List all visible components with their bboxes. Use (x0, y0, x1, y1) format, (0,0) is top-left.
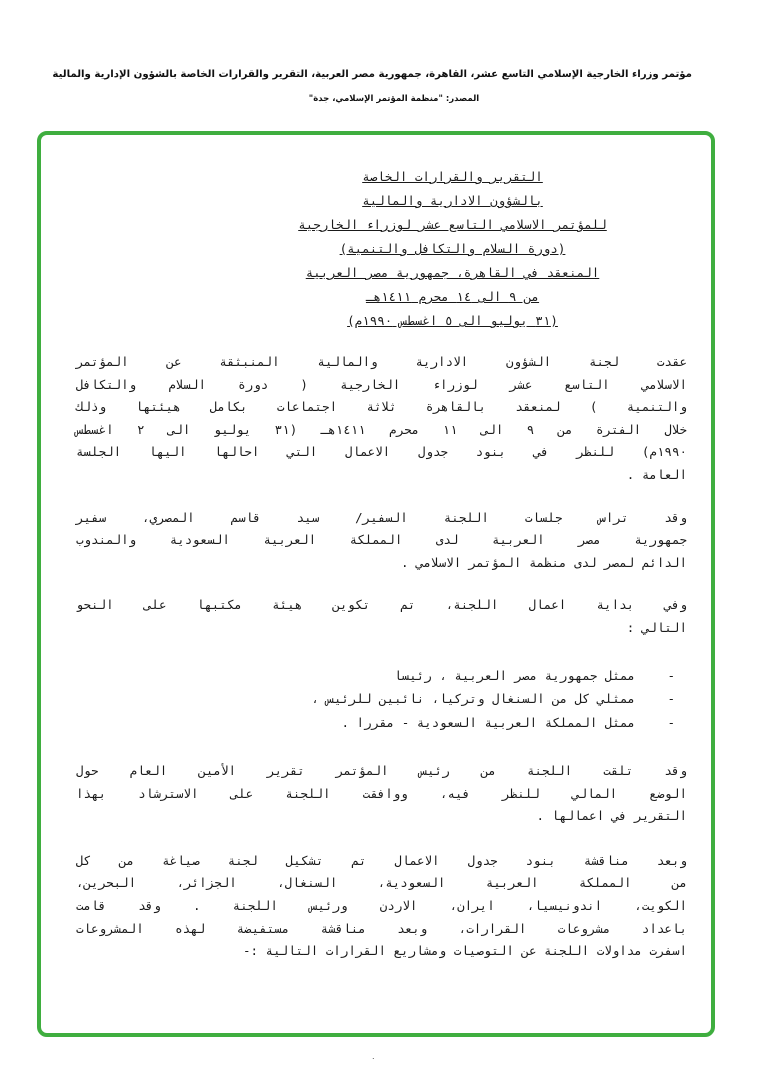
paragraph-line: وبعد مناقشة بنود جدول الاعمال تم تشكيل لجنة صياغة من كل (76, 852, 687, 868)
document-body (70, 165, 705, 1025)
paragraph-drafting (70, 850, 705, 963)
paragraph-bureau-intro (70, 594, 705, 639)
list-item: - ممثلي كل من السنغال وتركيا، نائبين للرئيس ، (311, 691, 675, 707)
list-item: - ممثل جمهورية مصر العربية ، رئيسا (394, 667, 675, 683)
list-item: - ممثل المملكة العربية السعودية - مقررا . (341, 714, 675, 730)
title-line: من ٩ الى ١٤ محرم ١٤١١هـ (365, 289, 540, 304)
paragraph-line: وقد تراس جلسات اللجنة السفير/ سيد قاسم المصري، سفير (76, 509, 687, 525)
title-line: التقرير والقرارات الخاصة (362, 169, 543, 184)
paragraph-chair (70, 507, 705, 575)
paragraph-line: الوضع المالي للنظر فيه، ووافقت اللجنة على الاسترشاد بهذا (76, 785, 687, 801)
title-line: (دورة السلام والتكافل والتنمية) (339, 241, 566, 256)
paragraph-line: جمهورية مصر العربية لدى المملكة العربية السعودية والمندوب (76, 532, 687, 548)
bureau-list (70, 664, 705, 735)
paragraph-opening (70, 351, 705, 487)
paragraph-line: من المملكة العربية السعودية، السنغال، الجزائر، البحرين، (76, 875, 687, 891)
paragraph-line: باعداد مشروعات القرارات، وبعد مناقشة مستفيضة لهذه المشروعات (76, 920, 687, 936)
paragraph-line: وقد تلقت اللجنة من رئيس المؤتمر تقرير الأمين العام حول (76, 763, 687, 779)
paragraph-line: الاسلامي التاسع عشر لوزراء الخارجية ( دورة السلام والتكافل (76, 376, 687, 392)
paragraph-line: التقرير في اعمالها . (536, 808, 687, 824)
paragraph-line: التالي : (626, 619, 687, 635)
paragraph-line: الدائم لمصر لدى منظمة المؤتمر الاسلامي . (401, 554, 687, 570)
title-line: بالشؤون الادارية والمالية (362, 193, 543, 208)
paragraph-line: خلال الفترة من ٩ الى ١١ محرم ١٤١١هـ (٣١ يوليو الى ٢ اغسطس (76, 421, 688, 437)
paragraph-line: العامة . (626, 466, 687, 482)
title-line: (٣١ يوليو الى ٥ اغسطس ١٩٩٠م) (347, 313, 558, 328)
paragraph-line: ١٩٩٠م) للنظر في بنود جدول الاعمال التي احالها اليها الجلسة (76, 444, 687, 460)
paragraph-report (70, 760, 705, 828)
footer-mark: . (372, 1052, 375, 1061)
header-title: مؤتمر وزراء الخارجية الإسلامي التاسع عشر، القاهرة، جمهورية مصر العربية، التقرير والقرارات الخاصة بالشؤون الإدارية والمالية (52, 69, 692, 80)
header-source: المصدر: "منظمة المؤتمر الإسلامي، جدة" (308, 94, 480, 104)
title-line: المنعقد في القاهرة، جمهورية مصر العربية (305, 265, 600, 280)
title-line: للمؤتمر الاسلامي التاسع عشر لوزراء الخارجية (298, 217, 607, 232)
paragraph-line: وفي بداية اعمال اللجنة، تم تكوين هيئة مكتبها على النحو (76, 597, 687, 613)
document-title-block (70, 165, 705, 333)
paragraph-line: عقدت لجنة الشؤون الادارية والمالية المنبثقة عن المؤتمر (76, 354, 687, 369)
paragraph-line: والتنمية ) لمنعقد بالقاهرة ثلاثة اجتماعات بكامل هيئتها وذلك (76, 399, 687, 415)
paragraph-line: الكويت، اندونيسيا، ايران، الاردن ورئيس اللجنة . وقد قامت (76, 898, 687, 913)
paragraph-line: اسفرت مداولات اللجنة عن التوصيات ومشاريع القرارات التالية :- (242, 943, 687, 959)
